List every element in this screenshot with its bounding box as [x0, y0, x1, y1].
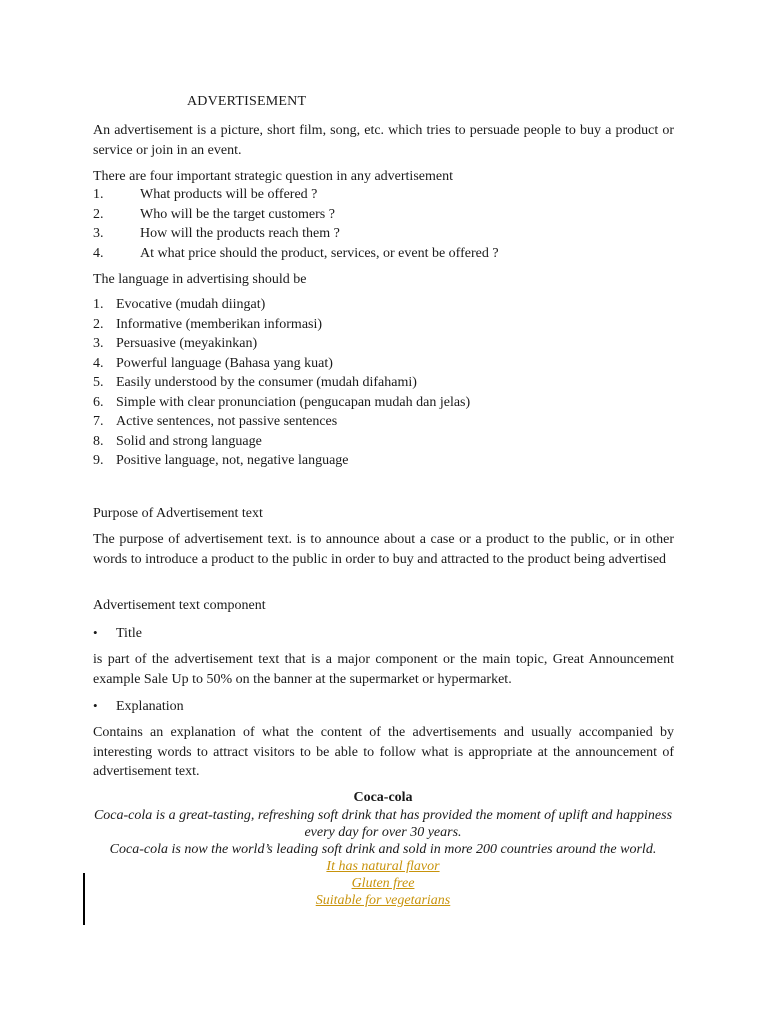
- ad-feature-link[interactable]: Gluten free: [351, 876, 415, 891]
- list-text: At what price should the product, services, or event be offered ?: [140, 245, 499, 261]
- ad-feature-link[interactable]: It has natural flavor: [326, 859, 440, 874]
- list-item: [93, 315, 470, 335]
- language-intro: The language in advertising should be: [93, 272, 307, 287]
- list-number: 6.: [93, 394, 104, 410]
- list-number: 9.: [93, 453, 104, 468]
- ad-feature-link[interactable]: Suitable for vegetarians: [315, 893, 451, 908]
- definition-paragraph: An advertisement is a picture, short film, song, etc. which tries to persuade people to buy a product or service or join in an event.: [93, 123, 674, 158]
- list-item: [93, 451, 470, 471]
- list-number: 1.: [93, 187, 104, 202]
- list-item: [93, 185, 499, 205]
- questions-intro: There are four important strategic question in any advertisement: [93, 169, 453, 184]
- list-text: Informative (memberikan informasi): [116, 316, 323, 332]
- bullet-icon: •: [93, 625, 98, 640]
- list-item: [93, 205, 499, 225]
- list-number: 7.: [93, 414, 104, 429]
- example-advertisement: [93, 789, 673, 909]
- strategic-questions-list: [93, 185, 499, 263]
- list-number: 4.: [93, 245, 104, 261]
- list-number: 1.: [93, 297, 104, 312]
- purpose-heading: Purpose of Advertisement text: [93, 506, 263, 521]
- list-item: [93, 432, 470, 452]
- list-item: [93, 295, 470, 315]
- list-item: [93, 354, 470, 374]
- list-item: [93, 244, 499, 264]
- list-item: [93, 393, 470, 413]
- list-text: Active sentences, not passive sentences: [116, 414, 338, 429]
- bullet-label: Title: [116, 626, 142, 641]
- list-number: 5.: [93, 375, 104, 390]
- component-title-bullet: [93, 623, 142, 643]
- list-number: 2.: [93, 316, 104, 332]
- list-number: 4.: [93, 355, 104, 371]
- list-text: Simple with clear pronunciation (pengucapan mudah dan jelas): [116, 394, 471, 410]
- list-number: 3.: [93, 336, 104, 351]
- list-item: [93, 224, 499, 244]
- list-text: Evocative (mudah diingat): [116, 297, 266, 312]
- list-item: [93, 412, 470, 432]
- list-text: Solid and strong language: [116, 433, 262, 449]
- purpose-paragraph: The purpose of advertisement text. is to announce about a case or a product to the public, or in other words to introduce a product to the public in order to buy and attracted to the product being advertised: [93, 532, 674, 567]
- list-number: 8.: [93, 433, 104, 449]
- component-explanation-paragraph: Contains an explanation of what the content of the advertisements and usually accompanied by interesting words to attract visitors to be able to follow what is appropriate at the announcement of advertisement text.: [93, 725, 674, 779]
- ad-description-1: Coca-cola is a great-tasting, refreshing soft drink that has provided the moment of uplift and happiness every day for over 30 years.: [93, 808, 673, 840]
- list-text: Who will be the target customers ?: [140, 206, 335, 222]
- bullet-icon: •: [93, 698, 98, 713]
- language-qualities-list: [93, 295, 470, 471]
- component-heading: Advertisement text component: [93, 598, 266, 613]
- list-number: 2.: [93, 206, 104, 222]
- margin-change-bar: [83, 873, 85, 925]
- list-item: [93, 373, 470, 393]
- component-title-paragraph: is part of the advertisement text that is a major component or the main topic, Great Announcement example Sale Up to 50% on the banner at the supermarket or hypermarket.: [93, 652, 674, 687]
- ad-description-2: Coca-cola is now the world’s leading soft drink and sold in more 200 countries around the world.: [109, 842, 657, 857]
- list-text: What products will be offered ?: [140, 187, 318, 202]
- list-number: 3.: [93, 226, 104, 241]
- list-text: Powerful language (Bahasa yang kuat): [116, 355, 333, 371]
- list-text: Easily understood by the consumer (mudah difahami): [116, 375, 417, 390]
- list-text: Positive language, not, negative language: [116, 453, 349, 468]
- component-explanation-bullet: [93, 696, 184, 716]
- list-text: How will the products reach them ?: [140, 226, 340, 241]
- list-item: [93, 334, 470, 354]
- ad-brand-title: Coca-cola: [353, 790, 413, 805]
- document-title: ADVERTISEMENT: [187, 94, 307, 109]
- list-text: Persuasive (meyakinkan): [116, 336, 258, 351]
- bullet-label: Explanation: [116, 699, 184, 714]
